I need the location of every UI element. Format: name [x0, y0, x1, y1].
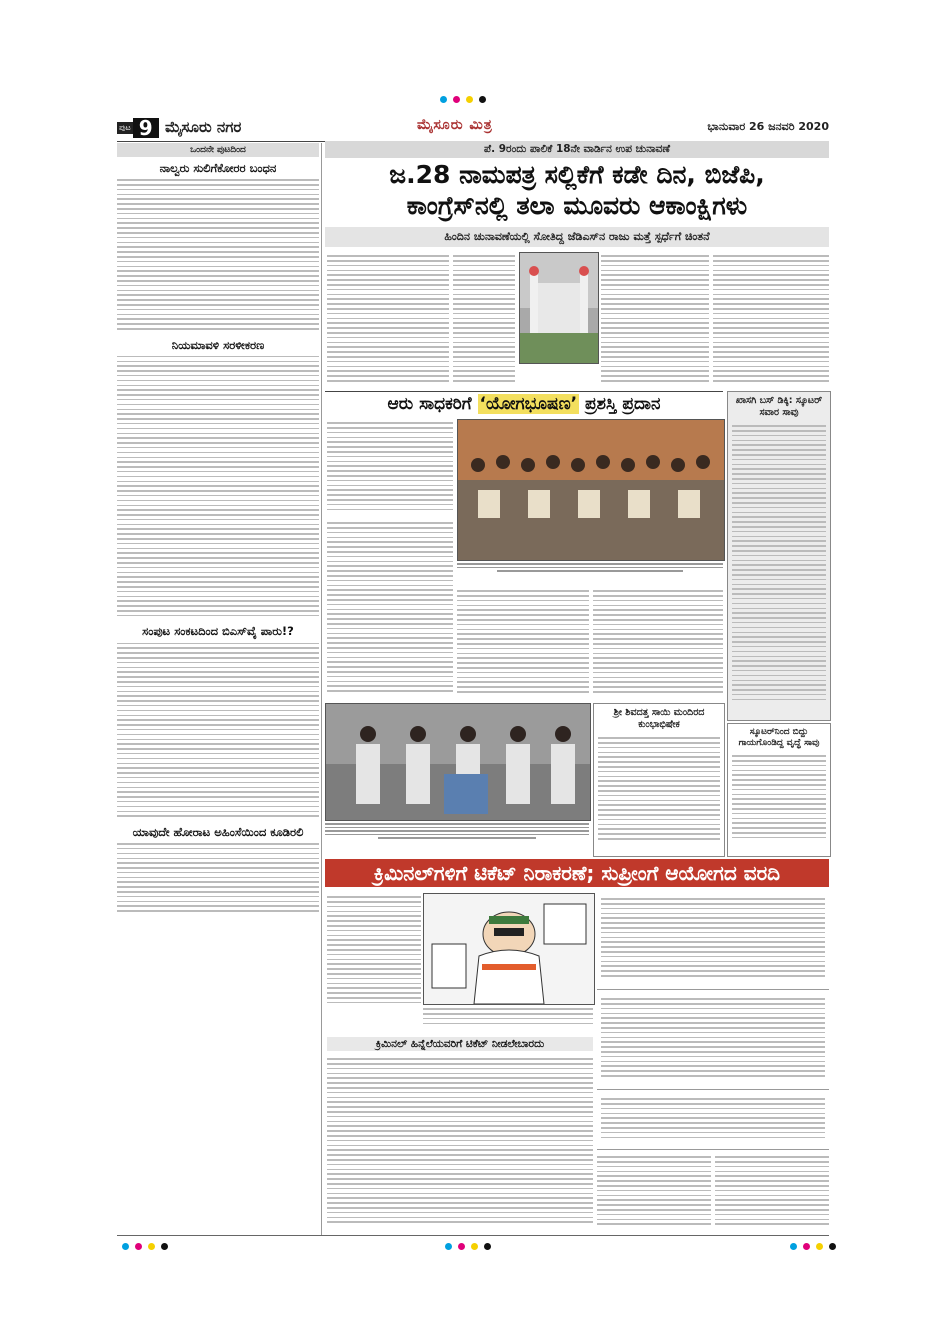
article-body-arrest [117, 179, 319, 329]
quote-box-1 [597, 893, 829, 990]
main-kicker: ಪೆ. 9ರಂದು ಪಾಲಿಕೆ 18ನೇ ವಾರ್ಡಿನ ಉಪ ಚುನಾವಣೆ [325, 141, 829, 158]
yoga-story-body3 [593, 587, 723, 697]
page-label: ಪುಟ [119, 123, 131, 132]
main-story-col3 [601, 252, 709, 385]
main-deck: ಹಿಂದಿನ ಚುನಾವಣೆಯಲ್ಲಿ ಸೋತಿದ್ದ ಜೆಡಿಎಸ್‌ನ ರಾಜು ಮತ್ತೆ ಸ್ಪರ್ಧೆಗೆ ಚಿಂತನೆ [325, 227, 829, 247]
main-headline-line1: ಜ.28 ನಾಮಪತ್ರ ಸಲ್ಲಿಕೆಗೆ ಕಡೇ ದಿನ, ಬಿಜೆಪಿ, [389, 160, 765, 189]
crime-story-col1 [327, 893, 421, 1011]
section-title: ಮೈಸೂರು ನಗರ [165, 118, 242, 136]
elders-photo-caption [325, 821, 589, 855]
palace-photo [519, 252, 599, 364]
yoga-photo-caption [457, 561, 723, 583]
page-number-badge [117, 118, 161, 138]
quote-box-3 [597, 1093, 829, 1150]
left-column [117, 143, 319, 1235]
crime-story-col4 [597, 1153, 711, 1235]
article-head-cabinet: ಸಂಪುಟ ಸಂಕಟದಿಂದ ಬಿಎಸ್‌ವೈ ಪಾರು!? [142, 624, 294, 639]
registration-dots-bottom-center [445, 1243, 491, 1250]
bus-accident-head: ಖಾಸಗಿ ಬಸ್ ಡಿಕ್ಕಿ: ಸ್ಕೂಟರ್ ಸವಾರ ಸಾವು [735, 395, 823, 418]
yoga-head-pre: ಆರು ಸಾಧಕರಿಗೆ [387, 394, 472, 414]
crime-story-col2 [423, 1005, 593, 1035]
crime-story-col5 [715, 1153, 829, 1235]
registration-dots-top [440, 96, 486, 103]
temple-head: ಶ್ರೀ ಶಿವದತ್ತ ಸಾಯಿ ಮಂದಿರದ ಕುಂಭಾಭಿಷೇಕ [613, 707, 705, 730]
yoga-award-photo [457, 419, 725, 561]
registration-dots-bottom-right [790, 1243, 836, 1250]
main-headline-line2: ಕಾಂಗ್ರೆಸ್‌ನಲ್ಲಿ ತಲಾ ಮೂವರು ಆಕಾಂಕ್ಷಿಗಳು [406, 191, 748, 220]
crime-subhead: ಕ್ರಿಮಿನಲ್ ಹಿನ್ನೆಲೆಯವರಿಗೆ ಟಿಕೆಟ್ ನೀಡಲೇಬಾರದು [327, 1037, 593, 1051]
main-story-col2 [453, 252, 515, 385]
article-body-cabinet [117, 643, 319, 817]
crime-cartoon [423, 893, 595, 1005]
temple-box [593, 703, 725, 857]
group-illustration [326, 704, 590, 820]
politician-cartoon-illustration [424, 894, 594, 1004]
main-story-col1 [327, 252, 449, 385]
masthead [117, 115, 829, 142]
yoga-story-body1 [327, 519, 453, 699]
continued-kicker: ಒಂದನೇ ಪುಟದಿಂದ [117, 143, 319, 157]
article-body-nonviolence [117, 843, 319, 912]
article-head-rules: ನಿಯಮಾವಳಿ ಸರಳೀಕರಣ [171, 337, 265, 352]
yoga-story-intro [327, 419, 453, 515]
main-story-col4 [713, 252, 829, 385]
main-headline [325, 159, 829, 221]
palace-illustration [520, 253, 598, 363]
yoga-head-highlight: ‘ಯೋಗಭೂಷಣ’ [479, 394, 578, 414]
newspaper-logo: ಮೈಸೂರು ಮಿತ್ರ [417, 117, 493, 133]
yoga-head-post: ಪ್ರಶಸ್ತಿ ಪ್ರದಾನ [585, 394, 661, 414]
crime-headline: ಕ್ರಿಮಿನಲ್‌ಗಳಿಗೆ ಟಿಕೆಟ್ ನಿರಾಕರಣೆ; ಸುಪ್ರೀಂಗೆ ಆಯೋಗದ ವರದಿ [325, 859, 829, 887]
crime-story-col3 [327, 1055, 593, 1235]
article-body-rules [117, 356, 319, 617]
bus-accident-box [727, 391, 831, 721]
page-bottom-rule [117, 1235, 829, 1236]
newspaper-page [117, 115, 829, 1235]
quote-box-2 [597, 993, 829, 1090]
article-head-arrest: ನಾಲ್ವರು ಸುಲಿಗೆಕೋರರ ಬಂಧನ [159, 161, 277, 175]
scooter-box [727, 723, 831, 857]
award-ceremony-illustration [458, 420, 724, 560]
page-number: 9 [133, 118, 159, 138]
yoga-headline [325, 391, 723, 416]
group-photo-elders [325, 703, 591, 821]
article-head-nonviolence: ಯಾವುದೇ ಹೋರಾಟ ಅಹಿಂಸೆಯಿಂದ ಕೂಡಿರಲಿ [132, 824, 304, 839]
registration-dots-bottom-left [122, 1243, 168, 1250]
yoga-story-body2 [457, 587, 589, 697]
column-rule [321, 143, 322, 1235]
issue-date: ಭಾನುವಾರ 26 ಜನವರಿ 2020 [707, 120, 829, 133]
scooter-head: ಸ್ಕೂಟರ್‌ನಿಂದ ಬಿದ್ದು ಗಾಯಗೊಂಡಿದ್ದ ವೃದ್ಧೆ ಸಾವು [738, 727, 820, 748]
